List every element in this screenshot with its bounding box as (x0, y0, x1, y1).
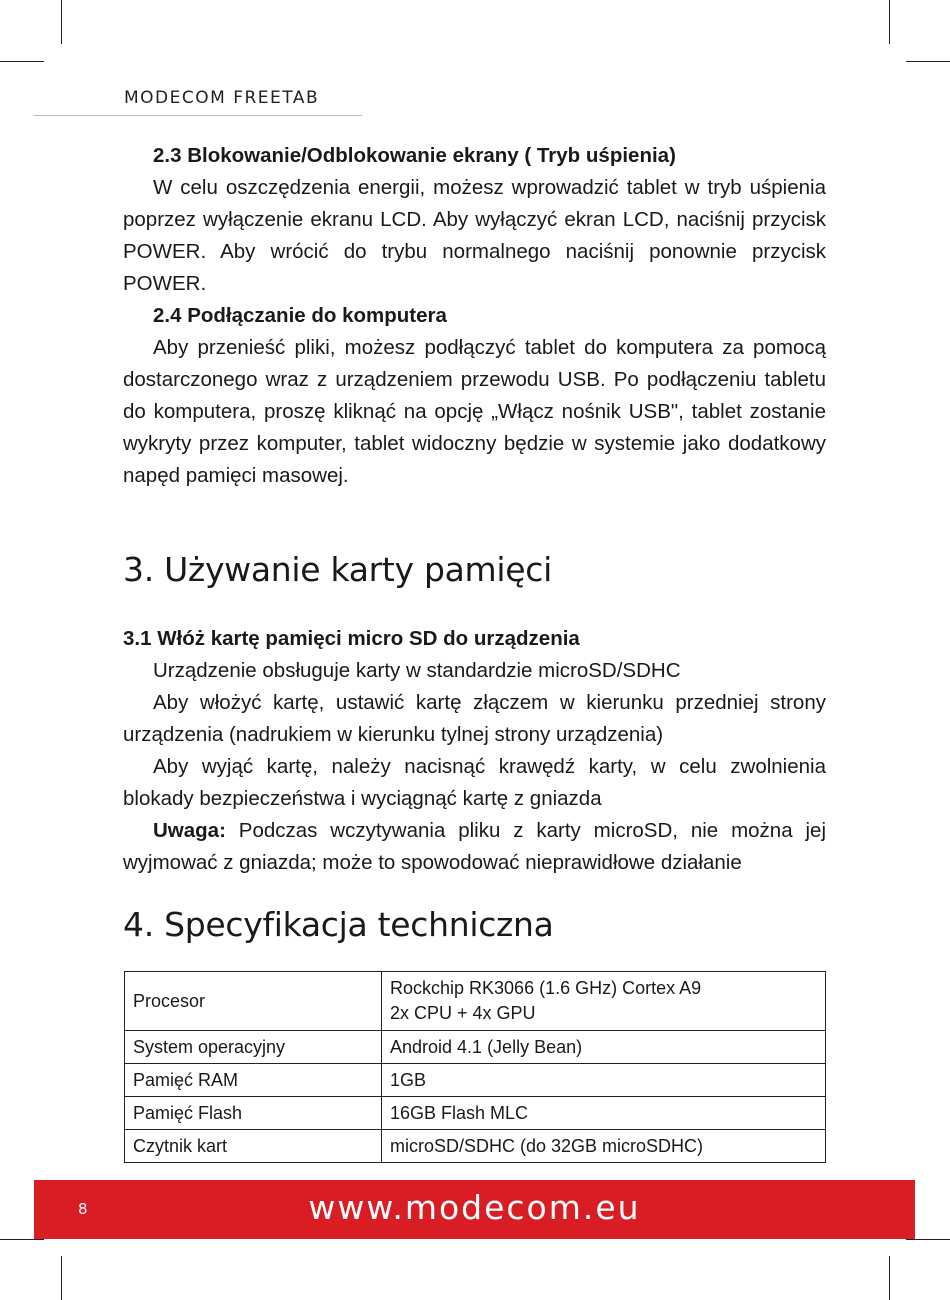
spec-label: Pamięć Flash (125, 1097, 382, 1130)
crop-mark (889, 0, 890, 44)
section-2-4-body: Aby przenieść pliki, możesz podłączyć tablet do komputera za pomocą dostarczonego wraz z urządzeniem przewodu USB. Po podłączeniu tabletu do komputera, proszę kliknąć na opcję „Włącz nośnik USB", tablet zostanie wykryty przez komputer, tablet widoczny będzie w systemie jako dodatkowy napęd pamięci masowej. (123, 336, 826, 487)
section-2-3-heading: 2.3 Blokowanie/Odblokowanie ekrany ( Tryb uśpienia) (153, 144, 676, 167)
spec-value: microSD/SDHC (do 32GB microSDHC) (382, 1130, 826, 1163)
spec-label: Czytnik kart (125, 1130, 382, 1163)
running-header: MODECOM FREETAB (124, 88, 320, 108)
table-row (125, 1130, 826, 1163)
spec-value (382, 972, 826, 1031)
footer-bar (34, 1180, 915, 1239)
section-3-1-heading: 3.1 Włóż kartę pamięci micro SD do urządzenia (123, 627, 580, 650)
section-2-4-heading: 2.4 Podłączanie do komputera (153, 304, 447, 327)
table-row (125, 1031, 826, 1064)
section-3-1-p2: Aby włożyć kartę, ustawić kartę złączem w kierunku przedniej strony urządzenia (nadrukiem w kierunku tylnej strony urządzenia) (123, 691, 826, 746)
section-3-heading: 3. Używanie karty pamięci (123, 550, 552, 589)
spec-value: 1GB (382, 1064, 826, 1097)
crop-mark (61, 1256, 62, 1300)
spec-label: System operacyjny (125, 1031, 382, 1064)
section-2-3-body: W celu oszczędzenia energii, możesz wprowadzić tablet w tryb uśpienia poprzez wyłączenie ekranu LCD. Aby wyłączyć ekran LCD, naciśnij przycisk POWER. Aby wrócić do trybu normalnego naciśnij ponownie przycisk POWER. (123, 176, 826, 295)
crop-mark (906, 1239, 950, 1240)
table-row (125, 972, 826, 1031)
header-rule (34, 115, 362, 116)
section-4-heading: 4. Specyfikacja techniczna (123, 905, 554, 944)
spec-value-line: Rockchip RK3066 (1.6 GHz) Cortex A9 (390, 978, 702, 998)
spec-value-line: 2x CPU + 4x GPU (390, 1003, 536, 1023)
spec-value: 16GB Flash MLC (382, 1097, 826, 1130)
spec-table (124, 971, 826, 1163)
page-number: 8 (78, 1200, 88, 1218)
spec-label: Procesor (125, 972, 382, 1031)
spec-label: Pamięć RAM (125, 1064, 382, 1097)
section-3-1-p3: Aby wyjąć kartę, należy nacisnąć krawędź karty, w celu zwolnienia blokady bezpieczeństwa i wyciągnąć kartę z gniazda (123, 755, 826, 810)
footer-url[interactable]: www.modecom.eu (308, 1188, 641, 1227)
crop-mark (889, 1256, 890, 1300)
table-row (125, 1097, 826, 1130)
note-text: Podczas wczytywania pliku z karty microSD, nie można jej wyjmować z gniazda; może to spowodować nieprawidłowe działanie (123, 819, 826, 874)
crop-mark (0, 61, 44, 62)
section-3-1-note (123, 815, 826, 879)
crop-mark (906, 61, 950, 62)
note-label: Uwaga: (153, 819, 226, 842)
section-3-1-p1: Urządzenie obsługuje karty w standardzie microSD/SDHC (153, 659, 681, 682)
table-row (125, 1064, 826, 1097)
page-content (123, 140, 826, 944)
spec-value: Android 4.1 (Jelly Bean) (382, 1031, 826, 1064)
crop-mark (61, 0, 62, 44)
crop-mark (0, 1239, 44, 1240)
